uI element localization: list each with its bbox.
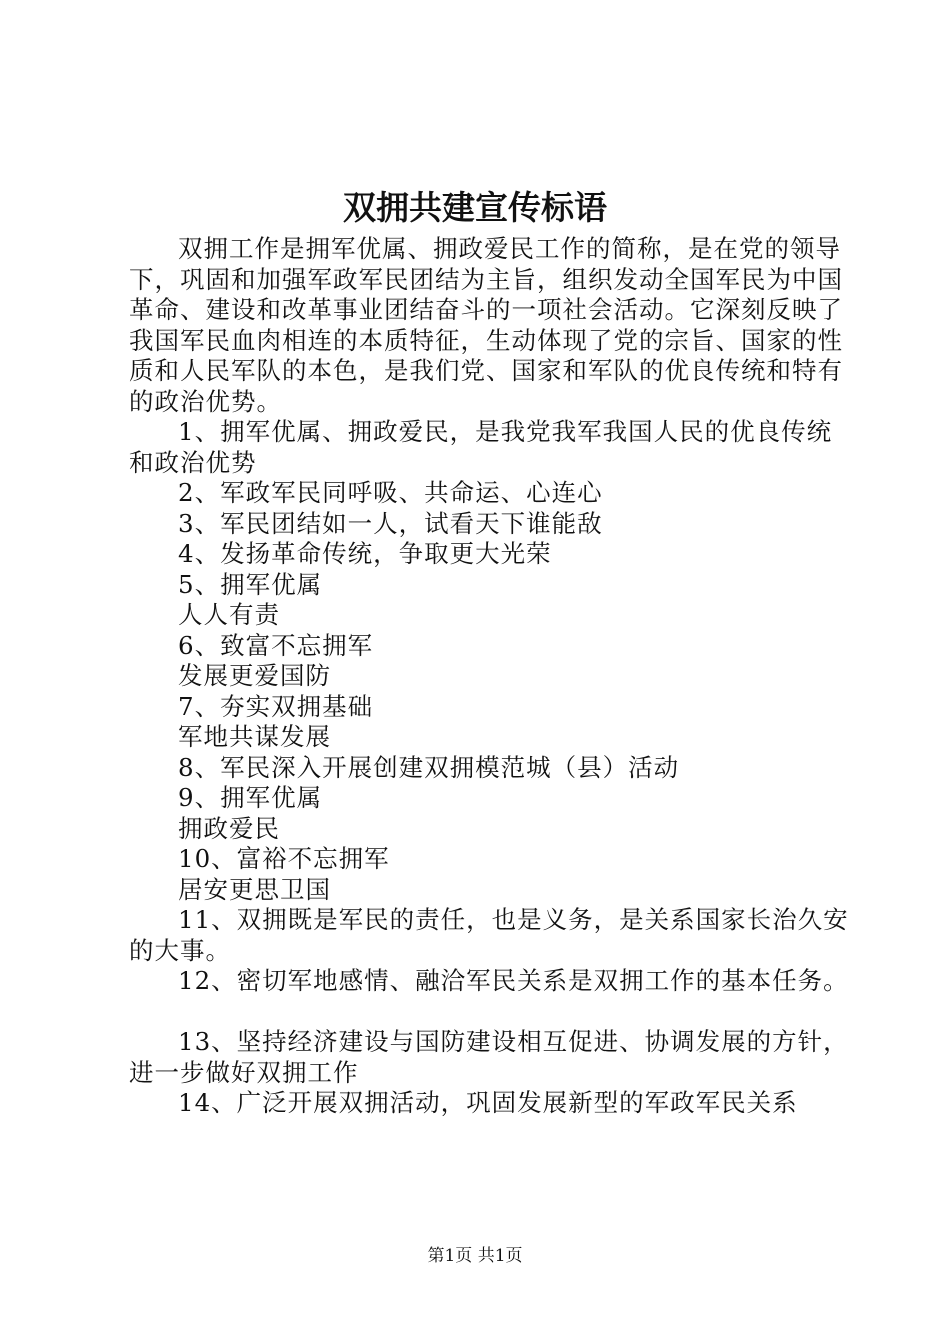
slogan-continuation: 拥政爱民 — [178, 813, 280, 843]
slogan-continuation: 发展更爱国防 — [178, 661, 331, 690]
slogan-continuation: 人人有责 — [178, 600, 280, 629]
slogan-item: 10、富裕不忘拥军 — [178, 844, 390, 873]
slogan-item: 5、拥军优属 — [178, 569, 323, 599]
slogan-item: 12、密切军地感情、融洽军民关系是双拥工作的基本任务。 — [178, 966, 849, 995]
slogan-item: 4、发扬革命传统，争取更大光荣 — [178, 539, 552, 568]
slogan-item: 13、坚持经济建设与国防建设相互促进、协调发展的方针，进一步做好双拥工作 — [129, 1027, 849, 1087]
paragraph-spacer — [129, 997, 849, 1028]
slogan-item: 8、军民深入开展创建双拥模范城（县）活动 — [178, 752, 680, 782]
slogan-continuation: 军地共谋发展 — [178, 722, 331, 751]
page-footer: 第1页 共1页 — [427, 1246, 523, 1266]
slogan-continuation: 居安更思卫国 — [178, 874, 331, 904]
slogan-item: 11、双拥既是军民的责任，也是义务，是关系国家长治久安的大事。 — [129, 905, 849, 965]
document-title: 双拥共建宣传标语 — [343, 188, 607, 227]
slogan-item: 9、拥军优属 — [178, 783, 323, 812]
slogan-item: 14、广泛开展双拥活动，巩固发展新型的军政军民关系 — [178, 1088, 798, 1117]
slogan-item: 2、军政军民同呼吸、共命运、心连心 — [178, 478, 603, 507]
slogan-item: 6、致富不忘拥军 — [178, 630, 374, 660]
slogan-item: 3、军民团结如一人，试看天下谁能敌 — [178, 508, 603, 538]
slogan-item: 1、拥军优属、拥政爱民，是我党我军我国人民的优良传统和政治优势 — [129, 417, 833, 477]
intro-paragraph: 双拥工作是拥军优属、拥政爱民工作的简称，是在党的领导下，巩固和加强军政军民团结为主旨，组织发动全国军民为中国革命、建设和改革事业团结奋斗的一项社会活动。它深刻反映了我国军民血肉相连的本质特征，生动体现了党的宗旨、国家的性质和人民军队的本色，是我们党、国家和军队的优良传统和特有的政治优势。 — [129, 234, 843, 416]
slogan-item: 7、夯实双拥基础 — [178, 691, 374, 721]
document-body — [129, 234, 849, 1119]
